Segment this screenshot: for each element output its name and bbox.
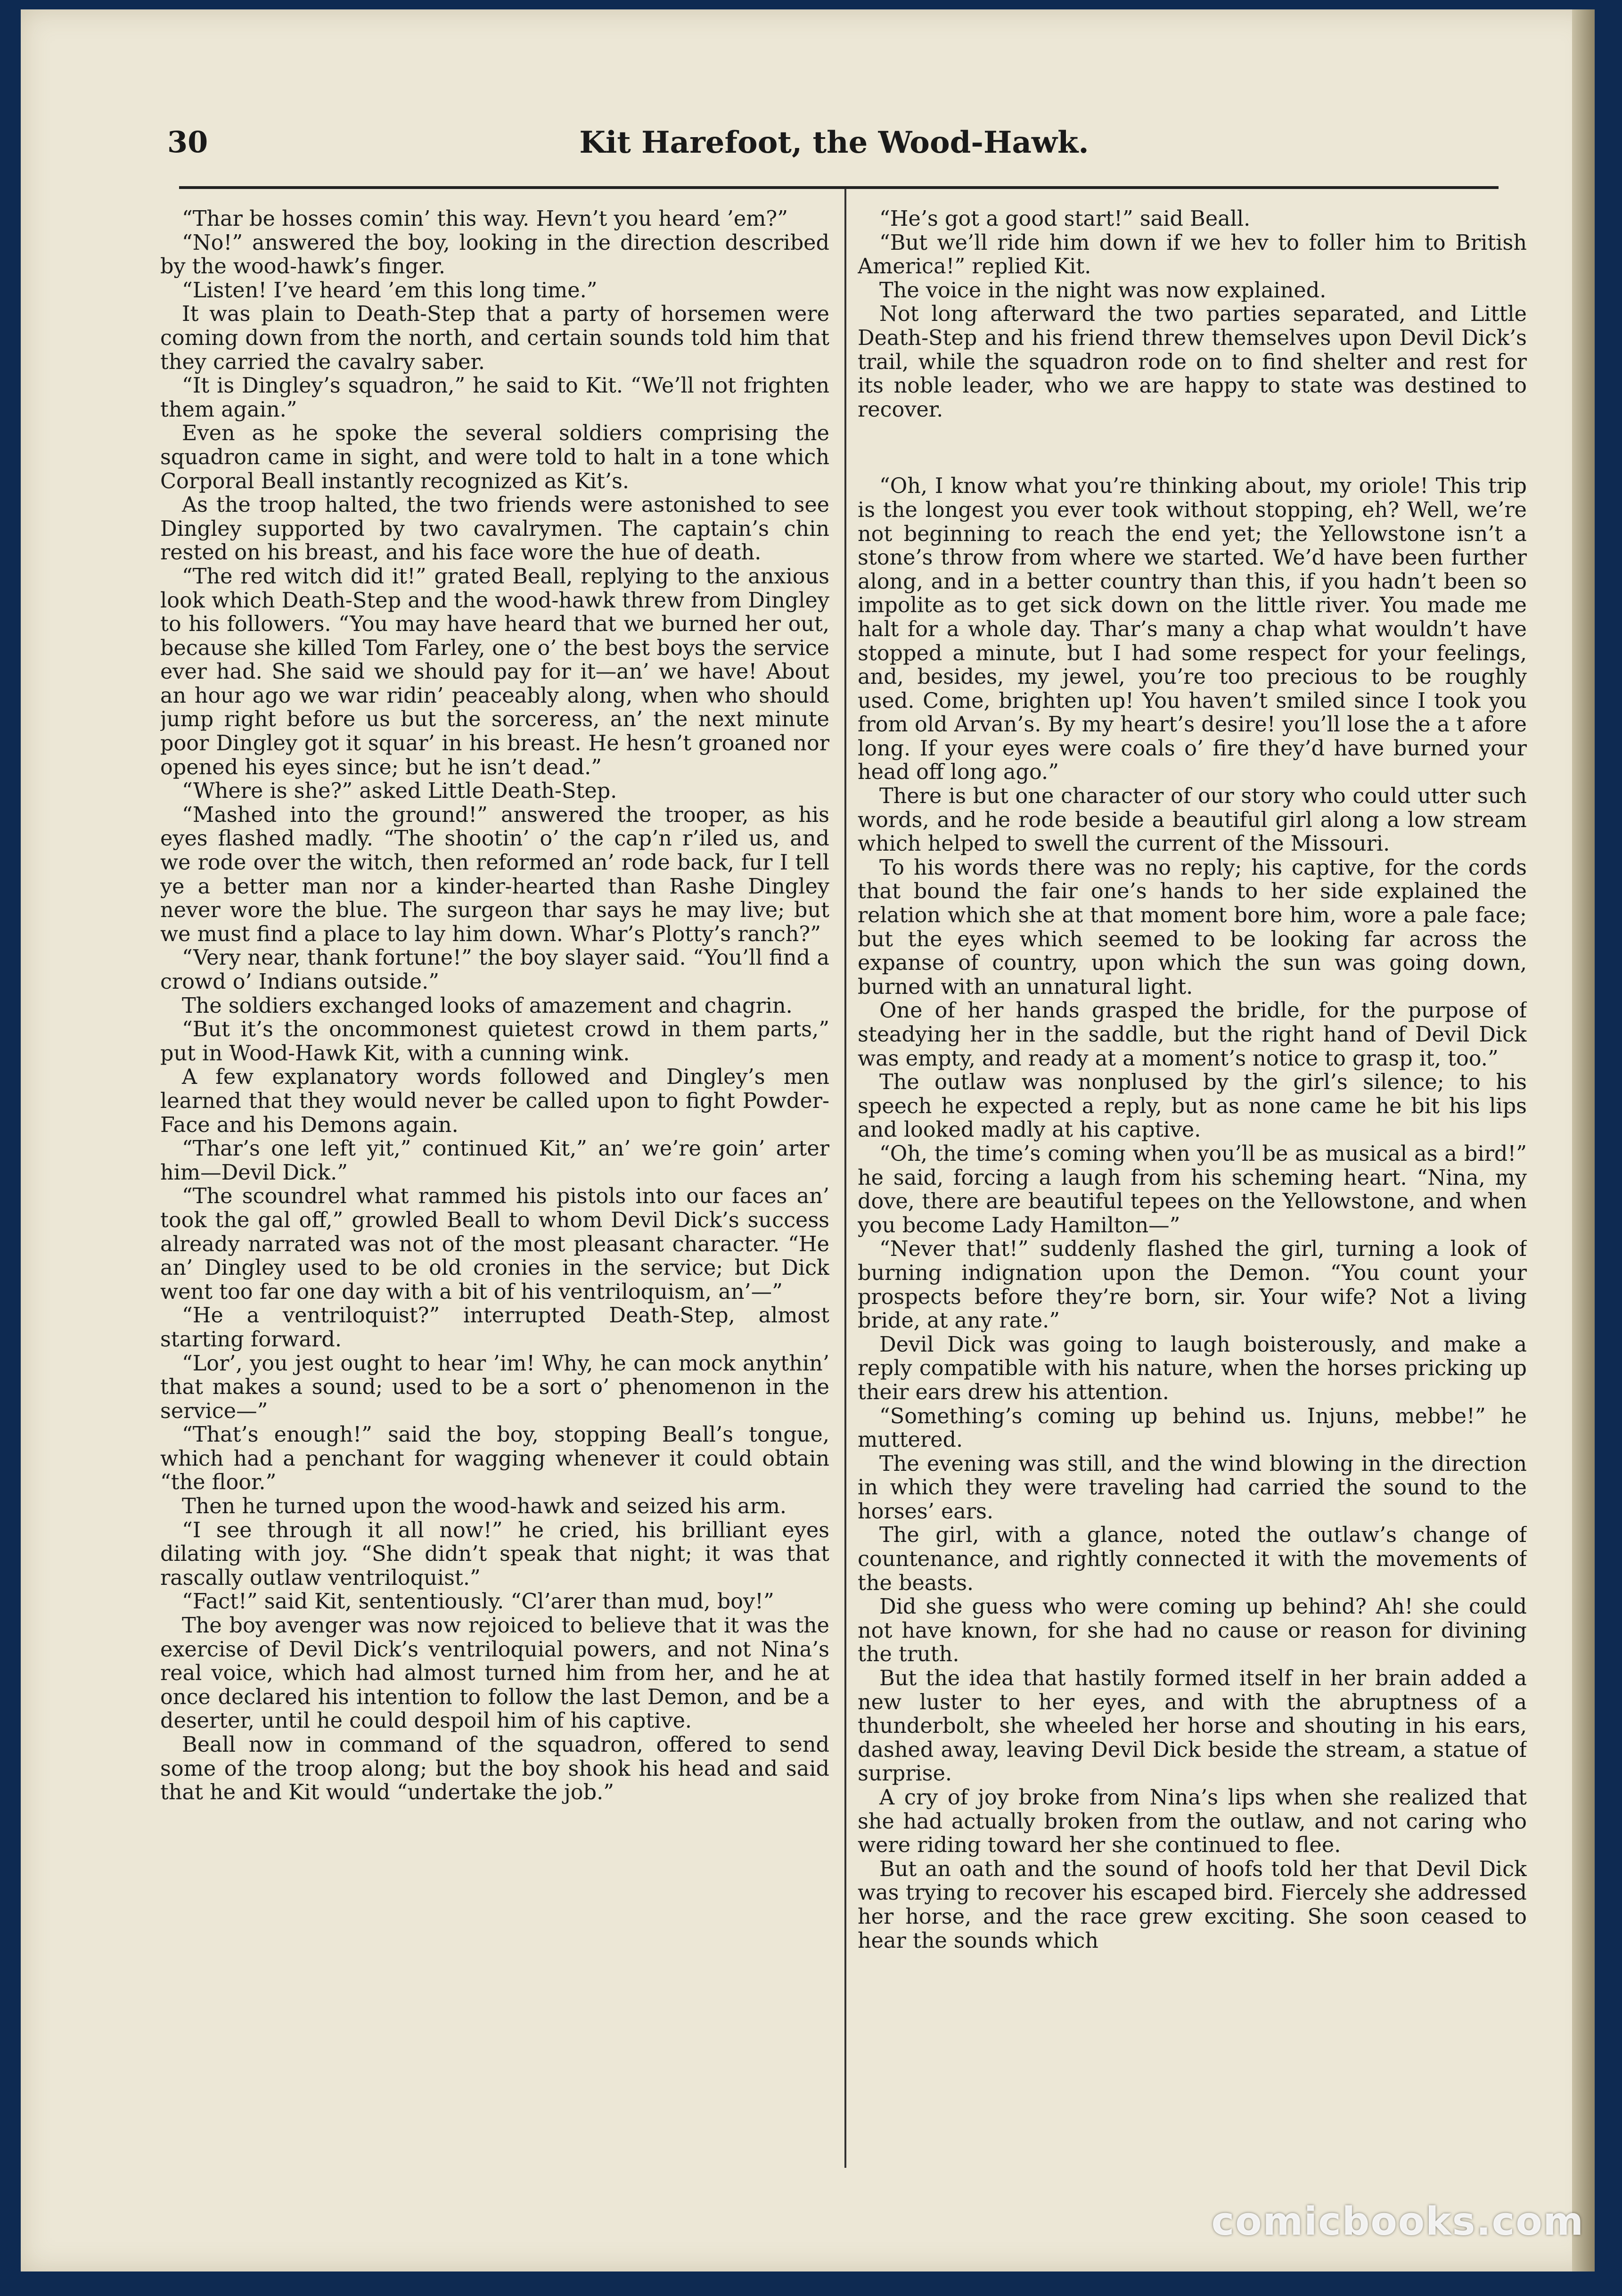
paragraph: “Very near, thank fortune!” the boy slayer said. “You’ll find a crowd o’ Indians outside.” (160, 946, 829, 994)
paragraph: Devil Dick was going to laugh boisterously, and make a reply compatible with his nature, when the horses pricking up their ears drew his attention. (858, 1332, 1527, 1404)
paragraph: “Oh, the time’s coming when you’ll be as musical as a bird!” he said, forcing a laugh from his scheming heart. “Nina, my dove, there are beautiful tepees on the Yellowstone, and when you become Lady Hamilton—” (858, 1141, 1527, 1238)
paragraph: A few explanatory words followed and Dingley’s men learned that they would never be called upon to fight Powder-Face and his Demons again. (160, 1065, 829, 1137)
paragraph: One of her hands grasped the bridle, for the purpose of steadying her in the saddle, but the right hand of Devil Dick was empty, and ready at a moment’s notice to grasp it, too.” (858, 999, 1527, 1071)
header-rule (179, 186, 1499, 189)
paragraph: The outlaw was nonplused by the girl’s silence; to his speech he expected a reply, but as none came he bit his lips and looked madly at his captive. (858, 1070, 1527, 1142)
running-title: Kit Harefoot, the Wood-Hawk. (579, 125, 1089, 160)
paragraph: Not long afterward the two parties separated, and Little Death-Step and his friend threw themselves upon Devil Dick’s trail, while the squadron rode on to find shelter and rest for its noble leader, who we are happy to state was destined to recover. (858, 302, 1527, 422)
paragraph: “The scoundrel what rammed his pistols into our faces an’ took the gal off,” growled Beall to whom Devil Dick’s success already narrated was not of the most pleasant character. “He an’ Dingley used to be old cronies in the service; but Dick went too far one day with a bit of his ventriloquism, an’—” (160, 1184, 829, 1304)
paragraph: The voice in the night was now explained. (879, 278, 1327, 303)
paragraph: The girl, with a glance, noted the outlaw’s change of countenance, and rightly connected it with the movements of the beasts. (858, 1523, 1527, 1595)
page-number: 30 (167, 125, 208, 159)
paragraph: “The red witch did it!” grated Beall, replying to the anxious look which Death-Step and the wood-hawk threw from Dingley to his followers. “You may have heard that we burned her out, because she killed Tom Farley, one o’ the best boys the service ever had. She said we should pay for it—an’ we have! About an hour ago we war ridin’ peaceably along, when who should jump right before us but the sorceress, an’ the next minute poor Dingley got it squar’ in his breast. He hesn’t groaned nor opened his eyes since; but he isn’t dead.” (160, 564, 829, 779)
paragraph: Did she guess who were coming up behind? Ah! she could not have known, for she had no cause or reason for divining the truth. (858, 1595, 1527, 1667)
paragraph: “He a ventriloquist?” interrupted Death-Step, almost starting forward. (160, 1304, 829, 1352)
paragraph: The boy avenger was now rejoiced to believe that it was the exercise of Devil Dick’s ventriloquial powers, and not Nina’s real voice, which had almost turned him from her, and he at once declared his intention to follow the last Demon, and be a deserter, until he could despoil him of his captive. (160, 1614, 829, 1733)
right-column (858, 207, 1527, 2163)
paragraph: A cry of joy broke from Nina’s lips when she realized that she had actually broken from the outlaw, and not caring who were riding toward her she continued to flee. (858, 1786, 1527, 1858)
paragraph: The soldiers exchanged looks of amazement and chagrin. (182, 993, 793, 1018)
site-watermark: comicbooks.com (1211, 2199, 1584, 2244)
paragraph: There is but one character of our story who could utter such words, and he rode beside a beautiful girl along a low stream which helped to swell the current of the Missouri. (858, 784, 1527, 856)
paragraph: “He’s got a good start!” said Beall. (879, 207, 1251, 231)
paragraph: Even as he spoke the several soldiers comprising the squadron came in sight, and were told to halt in a tone which Corporal Beall instantly recognized as Kit’s. (160, 421, 829, 493)
paragraph: It was plain to Death-Step that a party of horsemen were coming down from the north, and certain sounds told him that they carried the cavalry saber. (160, 302, 829, 374)
paragraph: “No!” answered the boy, looking in the direction described by the wood-hawk’s finger. (160, 230, 829, 279)
paragraph: “Listen! I’ve heard ’em this long time.” (182, 278, 598, 303)
paragraph: To his words there was no reply; his captive, for the cords that bound the fair one’s hands to her side explained the relation which she at that moment bore him, wore a pale face; but the eyes which seemed to be looking far across the expanse of country, upon which the sun was going down, burned with an unnatural light. (858, 855, 1527, 999)
paragraph: As the troop halted, the two friends were astonished to see Dingley supported by two cavalrymen. The captain’s chin rested on his breast, and his face wore the hue of death. (160, 493, 829, 565)
paragraph: “Thar’s one left yit,” continued Kit,” an’ we’re goin’ arter him—Devil Dick.” (160, 1137, 829, 1185)
paragraph: But the idea that hastily formed itself in her brain added a new luster to her eyes, and with the abruptness of a thunderbolt, she wheeled her horse and shouting in his ears, dashed away, leaving Devil Dick beside the stream, a statue of surprise. (858, 1666, 1527, 1786)
paragraph: “Lor’, you jest ought to hear ’im! Why, he can mock anythin’ that makes a sound; used to be a sort o’ phenomenon in the service—” (160, 1351, 829, 1423)
paragraph: “Where is she?” asked Little Death-Step. (182, 779, 617, 804)
paragraph: “Thar be hosses comin’ this way. Hevn’t you heard ’em?” (182, 207, 788, 231)
paragraph: “It is Dingley’s squadron,” he said to Kit. “We’ll not frighten them again.” (160, 374, 829, 422)
paragraph: Beall now in command of the squadron, offered to send some of the troop along; but the boy shook his head and said that he and Kit would “undertake the job.” (160, 1733, 829, 1805)
paragraph: The evening was still, and the wind blowing in the direction in which they were traveling had carried the sound to the horses’ ears. (858, 1451, 1527, 1524)
page-spine-edge (1572, 9, 1595, 2271)
paragraph: “But it’s the oncommonest quietest crowd in them parts,” put in Wood-Hawk Kit, with a cunning wink. (160, 1017, 829, 1066)
paragraph: But an oath and the sound of hoofs told her that Devil Dick was trying to recover his escaped bird. Fiercely she addressed her horse, and the race grew exciting. She soon ceased to hear the sounds which (858, 1857, 1527, 1953)
paragraph: “Something’s coming up behind us. Injuns, mebbe!” he muttered. (858, 1404, 1527, 1452)
page-header (167, 120, 1501, 177)
paragraph: “That’s enough!” said the boy, stopping Beall’s tongue, which had a penchant for wagging whenever it could obtain “the floor.” (160, 1423, 829, 1495)
paragraph: “Fact!” said Kit, sententiously. “Cl’arer than mud, boy!” (182, 1590, 774, 1614)
paragraph: “Never that!” suddenly flashed the girl, turning a look of burning indignation upon the Demon. “You count your prospects before they’re born, sir. Your wife? Not a living bride, at any rate.” (858, 1237, 1527, 1333)
paragraph: “But we’ll ride him down if we hev to foller him to British America!” replied Kit. (858, 230, 1527, 279)
paragraph: “Oh, I know what you’re thinking about, my oriole! This trip is the longest you ever took without stopping, eh? Well, we’re not beginning to reach the end yet; the Yellowstone isn’t a stone’s throw from where we started. We’d have been further along, and in a better country than this, if you hadn’t been so impolite as to get sick down on the little river. You made me halt for a whole day. Thar’s many a chap what wouldn’t have stopped a minute, but I had some respect for your feelings, and, besides, my jewel, you’re too precious to be roughly used. Come, brighten up! You haven’t smiled since I took you from old Arvan’s. By my heart’s desire! you’ll lose the a t afore long. If your eyes were coals o’ fire they’d have burned your head off long ago.” (858, 474, 1527, 785)
paragraph: “Mashed into the ground!” answered the trooper, as his eyes flashed madly. “The shootin’ o’ the cap’n r’iled us, and we rode over the witch, then reformed an’ rode back, fur I tell ye a better man nor a kinder-hearted than Rashe Dingley never wore the blue. The surgeon thar says he may live; but we must find a place to lay him down. Whar’s Plotty’s ranch?” (160, 803, 829, 946)
paragraph: “I see through it all now!” he cried, his brilliant eyes dilating with joy. “She didn’t speak that night; it was that rascally outlaw ventriloquist.” (160, 1518, 829, 1590)
column-divider (844, 189, 846, 2168)
left-column (160, 207, 829, 2163)
paragraph: Then he turned upon the wood-hawk and seized his arm. (182, 1494, 787, 1519)
